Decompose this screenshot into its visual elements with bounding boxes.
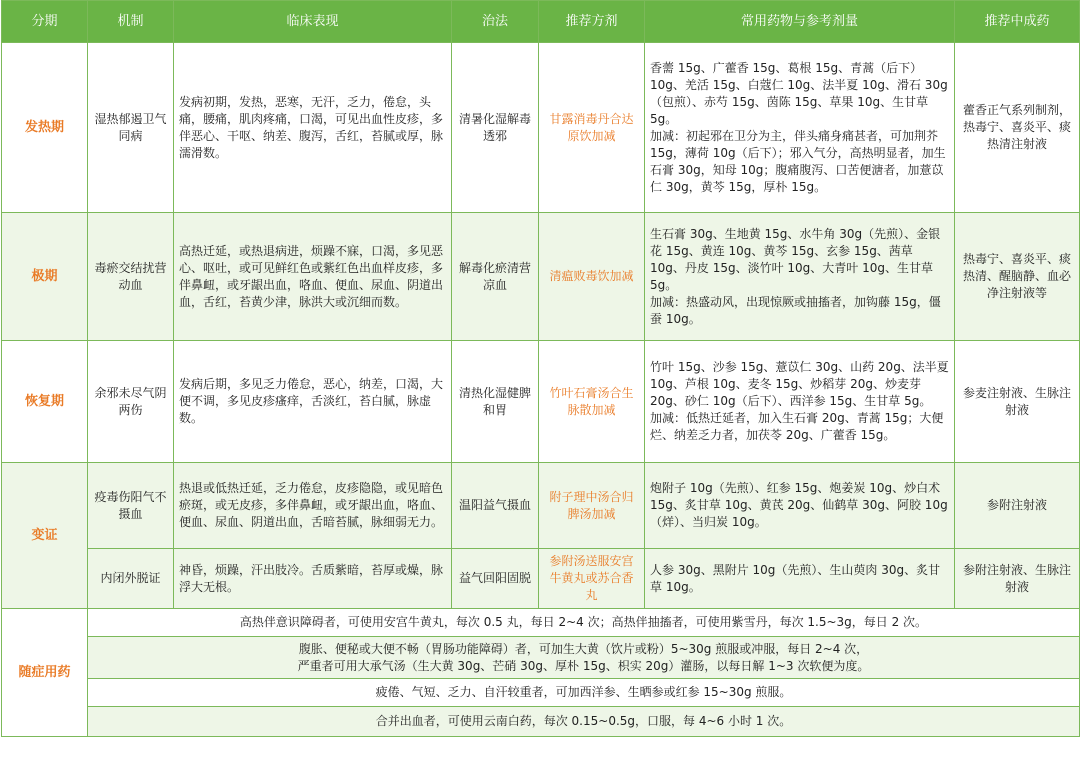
drugs-main: 香薷 15g、广藿香 15g、葛根 15g、青蒿（后下）10g、羌活 15g、白蔻仁 10g、法半夏 10g、滑石 30g（包煎）、赤芍 15g、茵陈 15g、草果 10g、生甘草 5g。 [650, 60, 948, 126]
treatment-table [1, 0, 1080, 737]
method-cell: 清热化湿健脾和胃 [452, 341, 539, 463]
symptom-line: 合并出血者，可使用云南白药，每次 0.15~0.5g，口服，每 4~6 小时 1 次。 [88, 707, 1080, 737]
header-clinical: 临床表现 [174, 1, 452, 43]
table-row [2, 463, 1080, 549]
symptom-row [2, 679, 1080, 707]
drugs-modification: 加减：热盛动风，出现惊厥或抽搐者，加钩藤 15g，僵蚕 10g。 [650, 294, 941, 326]
clinical-cell: 发病初期，发热，恶寒，无汗，乏力，倦怠，头痛，腰痛，肌肉疼痛，口渴，可见出血性皮疹，多伴恶心、干呕、纳差、腹泻，舌红，苔腻或厚，脉濡滑数。 [174, 43, 452, 213]
header-formula: 推荐方剂 [539, 1, 645, 43]
table-row [2, 549, 1080, 609]
stage-cell: 变证 [2, 463, 88, 609]
formula-cell: 甘露消毒丹合达原饮加减 [539, 43, 645, 213]
stage-cell: 恢复期 [2, 341, 88, 463]
drugs-modification: 加减：低热迁延者，加入生石膏 20g、青蒿 15g；大便烂、纳差乏力者，加茯苓 20g、广藿香 15g。 [650, 411, 944, 442]
symptom-row [2, 609, 1080, 637]
header-stage: 分期 [2, 1, 88, 43]
clinical-cell: 热退或低热迁延，乏力倦怠，皮疹隐隐，或见暗色瘀斑，或无皮疹，多伴鼻衄，或牙龈出血，咯血、便血、尿血、阴道出血，舌暗苔腻，脉细弱无力。 [174, 463, 452, 549]
method-cell: 益气回阳固脱 [452, 549, 539, 609]
symptom-line-part: 严重者可用大承气汤（生大黄 30g、芒硝 30g、厚朴 15g、枳实 20g）灌肠，以每日解 1~3 次软便为度。 [297, 658, 870, 673]
patent-cell: 热毒宁、喜炎平、痰热清、醒脑静、血必净注射液等 [955, 213, 1080, 341]
symptom-line-part: 腹胀、便秘或大便不畅（胃肠功能障碍）者，可加生大黄（饮片或粉）5~30g 煎服或冲服，每日 2~4 次， [298, 641, 869, 656]
clinical-cell: 发病后期，多见乏力倦怠，恶心，纳差，口渴，大便不调，多见皮疹瘙痒，舌淡红，苔白腻，脉虚数。 [174, 341, 452, 463]
mechanism-cell: 湿热郁遏卫气同病 [88, 43, 174, 213]
symptom-row [2, 637, 1080, 679]
clinical-cell: 神昏，烦躁，汗出肢冷。舌质紫暗，苔厚或燥，脉浮大无根。 [174, 549, 452, 609]
drugs-modification: 加减：初起邪在卫分为主，伴头痛身痛甚者，可加荆芥 15g，薄荷 10g（后下）；邪入气分，高热明显者，加生石膏 30g，知母 10g；腹痛腹泻、口苦便溏者，加薏苡仁 30g，黄芩 15g，厚朴 15g。 [650, 128, 946, 194]
symptom-section-label: 随症用药 [2, 609, 88, 737]
header-drugs: 常用药物与参考剂量 [645, 1, 955, 43]
header-row [2, 1, 1080, 43]
drugs-cell [645, 341, 955, 463]
header-patent: 推荐中成药 [955, 1, 1080, 43]
stage-cell: 发热期 [2, 43, 88, 213]
mechanism-cell: 毒瘀交结扰营动血 [88, 213, 174, 341]
formula-cell: 清瘟败毒饮加减 [539, 213, 645, 341]
symptom-line: 高热伴意识障碍者，可使用安宫牛黄丸，每次 0.5 丸，每日 2~4 次；高热伴抽搐者，可使用紫雪丹，每次 1.5~3g，每日 2 次。 [88, 609, 1080, 637]
patent-cell: 参麦注射液、生脉注射液 [955, 341, 1080, 463]
mechanism-cell: 余邪未尽气阴两伤 [88, 341, 174, 463]
symptom-line [88, 637, 1080, 679]
drugs-main: 生石膏 30g、生地黄 15g、水牛角 30g（先煎）、金银花 15g、黄连 10g、黄芩 15g、玄参 15g、茜草 10g、丹皮 15g、淡竹叶 10g、大青叶 10g、生甘草 5g。 [650, 226, 941, 292]
header-method: 治法 [452, 1, 539, 43]
drugs-cell [645, 213, 955, 341]
patent-cell: 参附注射液、生脉注射液 [955, 549, 1080, 609]
drugs-cell [645, 43, 955, 213]
formula-cell: 竹叶石膏汤合生脉散加减 [539, 341, 645, 463]
drugs-cell: 人参 30g、黑附片 10g（先煎）、生山萸肉 30g、炙甘草 10g。 [645, 549, 955, 609]
header-mechanism: 机制 [88, 1, 174, 43]
table-row [2, 43, 1080, 213]
drugs-main: 竹叶 15g、沙参 15g、薏苡仁 30g、山药 20g、法半夏 10g、芦根 10g、麦冬 15g、炒稻芽 20g、炒麦芽 20g、砂仁 10g（后下）、西洋参 15g、生甘草 5g。 [650, 360, 949, 408]
table-row [2, 341, 1080, 463]
stage-cell: 极期 [2, 213, 88, 341]
symptom-row [2, 707, 1080, 737]
patent-cell: 藿香正气系列制剂，热毒宁、喜炎平、痰热清注射液 [955, 43, 1080, 213]
table-row [2, 213, 1080, 341]
method-cell: 温阳益气摄血 [452, 463, 539, 549]
patent-cell: 参附注射液 [955, 463, 1080, 549]
mechanism-cell: 疫毒伤阳气不摄血 [88, 463, 174, 549]
method-cell: 清暑化湿解毒透邪 [452, 43, 539, 213]
mechanism-cell: 内闭外脱证 [88, 549, 174, 609]
clinical-cell: 高热迁延，或热退病进，烦躁不寐，口渴，多见恶心、呕吐，或可见鲜红色或紫红色出血样皮疹，多伴鼻衄，或牙龈出血，咯血、便血、尿血、阴道出血，舌红，苔黄少津，脉洪大或沉细而数。 [174, 213, 452, 341]
drugs-cell: 炮附子 10g（先煎）、红参 15g、炮姜炭 10g、炒白术 15g、炙甘草 10g、黄芪 20g、仙鹤草 30g、阿胶 10g（烊）、当归炭 10g。 [645, 463, 955, 549]
formula-cell: 参附汤送服安宫牛黄丸或苏合香丸 [539, 549, 645, 609]
method-cell: 解毒化瘀清营凉血 [452, 213, 539, 341]
symptom-line: 疲倦、气短、乏力、自汗较重者，可加西洋参、生晒参或红参 15~30g 煎服。 [88, 679, 1080, 707]
formula-cell: 附子理中汤合归脾汤加减 [539, 463, 645, 549]
